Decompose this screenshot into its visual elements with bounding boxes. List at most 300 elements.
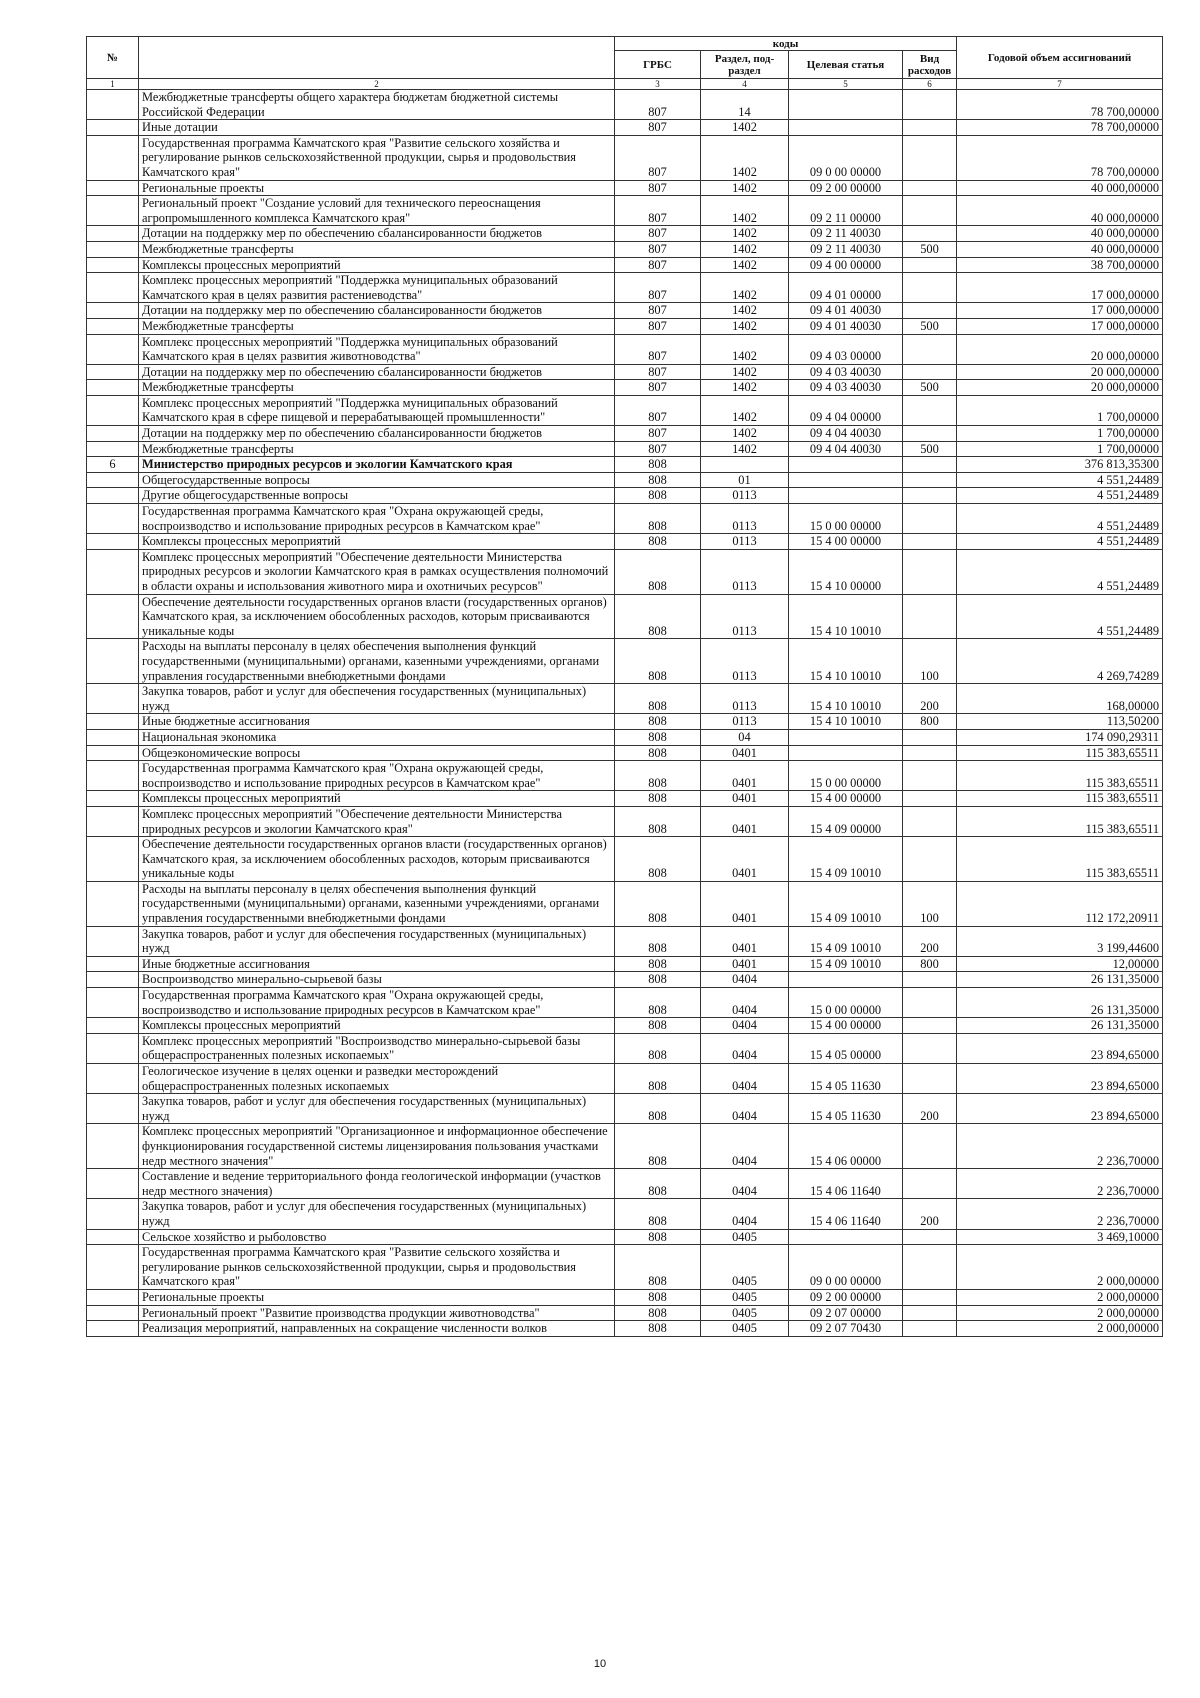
row-name: Другие общегосударственные вопросы xyxy=(139,488,615,504)
row-amount: 17 000,00000 xyxy=(957,318,1163,334)
row-number xyxy=(87,90,139,120)
table-row xyxy=(87,1094,1163,1124)
row-target: 15 4 05 11630 xyxy=(789,1094,903,1124)
row-amount: 1 700,00000 xyxy=(957,426,1163,442)
table-row xyxy=(87,441,1163,457)
row-target: 15 4 06 11640 xyxy=(789,1169,903,1199)
row-number xyxy=(87,380,139,396)
row-section: 1402 xyxy=(701,120,789,136)
row-grbs: 808 xyxy=(615,457,701,473)
row-target: 15 4 06 11640 xyxy=(789,1199,903,1229)
row-grbs: 808 xyxy=(615,926,701,956)
row-number xyxy=(87,534,139,550)
row-grbs: 808 xyxy=(615,639,701,684)
row-number xyxy=(87,791,139,807)
row-section: 01 xyxy=(701,472,789,488)
row-grbs: 808 xyxy=(615,1199,701,1229)
header-target: Целевая статья xyxy=(789,51,903,79)
row-name: Межбюджетные трансферты xyxy=(139,241,615,257)
row-number xyxy=(87,426,139,442)
row-name: Комплекс процессных мероприятий "Обеспечение деятельности Министерства природных ресурсов и экологии Камчатского края в рамках осуществления полномочий в области охраны и использования животного мира и охотничьих ресурсов" xyxy=(139,549,615,594)
row-grbs: 808 xyxy=(615,1321,701,1337)
row-amount: 2 000,00000 xyxy=(957,1305,1163,1321)
row-kind xyxy=(903,972,957,988)
row-number xyxy=(87,714,139,730)
row-grbs: 808 xyxy=(615,1169,701,1199)
row-grbs: 808 xyxy=(615,791,701,807)
row-target: 15 4 10 10010 xyxy=(789,714,903,730)
table-row xyxy=(87,426,1163,442)
row-amount: 2 000,00000 xyxy=(957,1321,1163,1337)
row-section: 1402 xyxy=(701,257,789,273)
row-grbs: 808 xyxy=(615,594,701,639)
row-amount: 40 000,00000 xyxy=(957,180,1163,196)
row-kind xyxy=(903,120,957,136)
row-kind: 800 xyxy=(903,714,957,730)
row-target: 15 0 00 00000 xyxy=(789,988,903,1018)
row-kind xyxy=(903,196,957,226)
row-name: Дотации на поддержку мер по обеспечению сбалансированности бюджетов xyxy=(139,226,615,242)
table-row xyxy=(87,761,1163,791)
row-name: Иные бюджетные ассигнования xyxy=(139,714,615,730)
row-number xyxy=(87,1321,139,1337)
row-kind xyxy=(903,534,957,550)
row-target: 15 4 10 10010 xyxy=(789,684,903,714)
row-number xyxy=(87,120,139,136)
row-grbs: 807 xyxy=(615,364,701,380)
row-target: 09 4 01 40030 xyxy=(789,318,903,334)
row-target: 09 4 00 00000 xyxy=(789,257,903,273)
row-section: 0113 xyxy=(701,488,789,504)
row-section: 1402 xyxy=(701,318,789,334)
column-number-row xyxy=(87,79,1163,90)
row-grbs: 808 xyxy=(615,1094,701,1124)
row-kind xyxy=(903,745,957,761)
row-amount: 3 199,44600 xyxy=(957,926,1163,956)
row-name: Региональный проект "Развитие производства продукции животноводства" xyxy=(139,1305,615,1321)
row-grbs: 808 xyxy=(615,837,701,882)
row-kind xyxy=(903,395,957,425)
row-kind xyxy=(903,457,957,473)
table-row xyxy=(87,791,1163,807)
table-row xyxy=(87,1033,1163,1063)
row-section: 0405 xyxy=(701,1289,789,1305)
row-grbs: 808 xyxy=(615,1033,701,1063)
row-target xyxy=(789,745,903,761)
row-section: 0404 xyxy=(701,1018,789,1034)
row-number xyxy=(87,745,139,761)
row-grbs: 808 xyxy=(615,1305,701,1321)
row-name: Межбюджетные трансферты общего характера бюджетам бюджетной системы Российской Федерации xyxy=(139,90,615,120)
row-section: 1402 xyxy=(701,303,789,319)
row-number xyxy=(87,488,139,504)
row-grbs: 808 xyxy=(615,881,701,926)
row-name: Региональные проекты xyxy=(139,180,615,196)
row-amount: 115 383,65511 xyxy=(957,745,1163,761)
row-amount: 4 551,24489 xyxy=(957,549,1163,594)
row-name: Региональный проект "Создание условий для технического переоснащения агропромышленного комплекса Камчатского края" xyxy=(139,196,615,226)
row-kind xyxy=(903,1229,957,1245)
row-number xyxy=(87,135,139,180)
table-row xyxy=(87,956,1163,972)
row-kind xyxy=(903,1305,957,1321)
row-section: 0113 xyxy=(701,639,789,684)
row-grbs: 807 xyxy=(615,318,701,334)
row-section: 0113 xyxy=(701,534,789,550)
row-target: 15 4 00 00000 xyxy=(789,791,903,807)
row-section: 0113 xyxy=(701,714,789,730)
row-kind xyxy=(903,488,957,504)
row-number xyxy=(87,837,139,882)
table-row xyxy=(87,380,1163,396)
row-kind xyxy=(903,1289,957,1305)
row-grbs: 808 xyxy=(615,729,701,745)
table-row xyxy=(87,303,1163,319)
row-amount: 113,50200 xyxy=(957,714,1163,730)
row-grbs: 808 xyxy=(615,972,701,988)
row-amount: 20 000,00000 xyxy=(957,364,1163,380)
row-section: 1402 xyxy=(701,395,789,425)
row-section: 0113 xyxy=(701,504,789,534)
row-amount: 4 551,24489 xyxy=(957,472,1163,488)
table-row xyxy=(87,273,1163,303)
row-target xyxy=(789,488,903,504)
row-number xyxy=(87,364,139,380)
row-name: Комплекс процессных мероприятий "Организационное и информационное обеспечение функционирования государственной системы лицензирования пользования участками недр местного значения" xyxy=(139,1124,615,1169)
row-kind xyxy=(903,226,957,242)
page-number: 10 xyxy=(593,1658,607,1670)
row-amount: 115 383,65511 xyxy=(957,761,1163,791)
table-row xyxy=(87,135,1163,180)
row-kind xyxy=(903,1169,957,1199)
table-row xyxy=(87,472,1163,488)
row-section: 1402 xyxy=(701,196,789,226)
table-row xyxy=(87,180,1163,196)
row-name: Государственная программа Камчатского края "Охрана окружающей среды, воспроизводство и использование природных ресурсов в Камчатском крае" xyxy=(139,504,615,534)
row-section: 0404 xyxy=(701,1124,789,1169)
row-target: 15 4 05 00000 xyxy=(789,1033,903,1063)
row-section: 0405 xyxy=(701,1321,789,1337)
row-target: 09 4 03 40030 xyxy=(789,380,903,396)
row-target: 15 0 00 00000 xyxy=(789,761,903,791)
row-amount: 1 700,00000 xyxy=(957,395,1163,425)
table-row xyxy=(87,196,1163,226)
row-section: 1402 xyxy=(701,426,789,442)
row-amount: 26 131,35000 xyxy=(957,988,1163,1018)
row-number xyxy=(87,441,139,457)
row-target: 15 4 09 10010 xyxy=(789,926,903,956)
row-section: 1402 xyxy=(701,226,789,242)
row-amount: 4 269,74289 xyxy=(957,639,1163,684)
row-target: 09 4 01 40030 xyxy=(789,303,903,319)
row-number xyxy=(87,988,139,1018)
row-name: Комплексы процессных мероприятий xyxy=(139,257,615,273)
row-kind xyxy=(903,761,957,791)
table-row xyxy=(87,988,1163,1018)
row-target: 15 4 09 00000 xyxy=(789,806,903,836)
row-grbs: 808 xyxy=(615,534,701,550)
row-target xyxy=(789,120,903,136)
row-number xyxy=(87,1289,139,1305)
row-amount: 17 000,00000 xyxy=(957,273,1163,303)
row-target xyxy=(789,1229,903,1245)
row-amount: 4 551,24489 xyxy=(957,594,1163,639)
row-amount: 2 000,00000 xyxy=(957,1245,1163,1290)
row-section: 1402 xyxy=(701,334,789,364)
row-number xyxy=(87,806,139,836)
row-target: 15 4 09 10010 xyxy=(789,837,903,882)
row-name: Общеэкономические вопросы xyxy=(139,745,615,761)
row-target: 15 4 10 10010 xyxy=(789,594,903,639)
row-name: Комплекс процессных мероприятий "Поддержка муниципальных образований Камчатского края в целях развития растениеводства" xyxy=(139,273,615,303)
header-no: № xyxy=(87,37,139,79)
row-amount: 78 700,00000 xyxy=(957,135,1163,180)
row-kind xyxy=(903,180,957,196)
header-name xyxy=(139,37,615,79)
row-kind xyxy=(903,791,957,807)
table-row xyxy=(87,318,1163,334)
row-name: Дотации на поддержку мер по обеспечению сбалансированности бюджетов xyxy=(139,426,615,442)
table-row xyxy=(87,1289,1163,1305)
row-name: Государственная программа Камчатского края "Охрана окружающей среды, воспроизводство и использование природных ресурсов в Камчатском крае" xyxy=(139,761,615,791)
row-amount: 112 172,20911 xyxy=(957,881,1163,926)
row-target: 15 4 00 00000 xyxy=(789,1018,903,1034)
row-section: 1402 xyxy=(701,241,789,257)
row-kind: 500 xyxy=(903,380,957,396)
row-kind xyxy=(903,426,957,442)
row-section: 1402 xyxy=(701,380,789,396)
row-number xyxy=(87,881,139,926)
row-name: Комплексы процессных мероприятий xyxy=(139,534,615,550)
row-target: 15 4 09 10010 xyxy=(789,956,903,972)
row-number xyxy=(87,257,139,273)
row-target: 09 4 04 40030 xyxy=(789,441,903,457)
row-number xyxy=(87,1169,139,1199)
row-grbs: 808 xyxy=(615,1289,701,1305)
row-number xyxy=(87,273,139,303)
row-kind: 200 xyxy=(903,926,957,956)
row-grbs: 808 xyxy=(615,714,701,730)
table-row xyxy=(87,881,1163,926)
row-target: 09 0 00 00000 xyxy=(789,135,903,180)
row-name: Закупка товаров, работ и услуг для обеспечения государственных (муниципальных) нужд xyxy=(139,1199,615,1229)
row-grbs: 807 xyxy=(615,273,701,303)
row-kind: 200 xyxy=(903,1199,957,1229)
column-number: 7 xyxy=(957,79,1163,90)
row-kind xyxy=(903,1064,957,1094)
table-row xyxy=(87,684,1163,714)
row-number xyxy=(87,395,139,425)
row-number xyxy=(87,1245,139,1290)
row-target: 15 4 10 10010 xyxy=(789,639,903,684)
table-row xyxy=(87,714,1163,730)
table-row xyxy=(87,1305,1163,1321)
row-kind xyxy=(903,364,957,380)
row-target: 09 4 01 00000 xyxy=(789,273,903,303)
row-grbs: 807 xyxy=(615,196,701,226)
row-number xyxy=(87,1094,139,1124)
row-grbs: 807 xyxy=(615,441,701,457)
row-amount: 78 700,00000 xyxy=(957,120,1163,136)
row-amount: 4 551,24489 xyxy=(957,534,1163,550)
row-target xyxy=(789,972,903,988)
row-grbs: 808 xyxy=(615,1064,701,1094)
row-target: 09 2 11 00000 xyxy=(789,196,903,226)
row-amount: 2 000,00000 xyxy=(957,1289,1163,1305)
row-section: 0404 xyxy=(701,1064,789,1094)
row-kind xyxy=(903,1018,957,1034)
row-target: 09 2 00 00000 xyxy=(789,180,903,196)
row-name: Составление и ведение территориального фонда геологической информации (участков недр местного значения) xyxy=(139,1169,615,1199)
row-kind xyxy=(903,504,957,534)
row-target: 09 2 07 00000 xyxy=(789,1305,903,1321)
table-row xyxy=(87,806,1163,836)
row-number xyxy=(87,684,139,714)
row-number xyxy=(87,196,139,226)
row-name: Государственная программа Камчатского края "Охрана окружающей среды, воспроизводство и использование природных ресурсов в Камчатском крае" xyxy=(139,988,615,1018)
row-name: Расходы на выплаты персоналу в целях обеспечения выполнения функций государственными (муниципальными) органами, казенными учреждениями, органами управления государственными внебюджетными фондами xyxy=(139,881,615,926)
table-row xyxy=(87,534,1163,550)
table-row xyxy=(87,1064,1163,1094)
row-name: Реализация мероприятий, направленных на сокращение численности волков xyxy=(139,1321,615,1337)
row-kind xyxy=(903,729,957,745)
table-row xyxy=(87,457,1163,473)
row-section: 0401 xyxy=(701,761,789,791)
row-kind xyxy=(903,135,957,180)
table-row xyxy=(87,364,1163,380)
row-amount: 26 131,35000 xyxy=(957,1018,1163,1034)
row-kind: 500 xyxy=(903,318,957,334)
row-amount: 174 090,29311 xyxy=(957,729,1163,745)
row-name: Дотации на поддержку мер по обеспечению сбалансированности бюджетов xyxy=(139,364,615,380)
row-grbs: 807 xyxy=(615,90,701,120)
column-number: 1 xyxy=(87,79,139,90)
row-grbs: 808 xyxy=(615,549,701,594)
row-name: Геологическое изучение в целях оценки и разведки месторождений общераспространенных полезных ископаемых xyxy=(139,1064,615,1094)
row-target: 15 4 05 11630 xyxy=(789,1064,903,1094)
row-grbs: 807 xyxy=(615,135,701,180)
row-grbs: 808 xyxy=(615,806,701,836)
row-grbs: 807 xyxy=(615,120,701,136)
row-amount: 38 700,00000 xyxy=(957,257,1163,273)
row-kind xyxy=(903,472,957,488)
row-number xyxy=(87,226,139,242)
row-amount: 2 236,70000 xyxy=(957,1199,1163,1229)
row-name: Общегосударственные вопросы xyxy=(139,472,615,488)
row-name: Иные дотации xyxy=(139,120,615,136)
row-number xyxy=(87,318,139,334)
row-number xyxy=(87,926,139,956)
column-number: 3 xyxy=(615,79,701,90)
row-section: 1402 xyxy=(701,441,789,457)
table-row xyxy=(87,1321,1163,1337)
row-amount: 376 813,35300 xyxy=(957,457,1163,473)
table-row xyxy=(87,1229,1163,1245)
row-amount: 115 383,65511 xyxy=(957,791,1163,807)
row-grbs: 807 xyxy=(615,257,701,273)
row-section: 1402 xyxy=(701,273,789,303)
row-name: Комплекс процессных мероприятий "Поддержка муниципальных образований Камчатского края в целях развития животноводства" xyxy=(139,334,615,364)
row-name: Межбюджетные трансферты xyxy=(139,441,615,457)
row-name: Закупка товаров, работ и услуг для обеспечения государственных (муниципальных) нужд xyxy=(139,684,615,714)
table-row xyxy=(87,90,1163,120)
row-kind xyxy=(903,90,957,120)
row-kind xyxy=(903,273,957,303)
table-header xyxy=(87,37,1163,90)
table-row xyxy=(87,745,1163,761)
row-name: Сельское хозяйство и рыболовство xyxy=(139,1229,615,1245)
row-target: 09 2 07 70430 xyxy=(789,1321,903,1337)
row-grbs: 807 xyxy=(615,226,701,242)
table-row xyxy=(87,972,1163,988)
row-amount: 2 236,70000 xyxy=(957,1169,1163,1199)
row-number xyxy=(87,334,139,364)
row-grbs: 808 xyxy=(615,472,701,488)
row-kind xyxy=(903,806,957,836)
header-annual: Годовой объем ассигнований xyxy=(957,37,1163,79)
row-grbs: 808 xyxy=(615,761,701,791)
row-kind xyxy=(903,1321,957,1337)
row-kind xyxy=(903,1033,957,1063)
row-amount: 20 000,00000 xyxy=(957,334,1163,364)
row-amount: 40 000,00000 xyxy=(957,196,1163,226)
row-target: 09 2 11 40030 xyxy=(789,241,903,257)
row-target: 15 4 10 00000 xyxy=(789,549,903,594)
row-number xyxy=(87,1018,139,1034)
row-kind xyxy=(903,257,957,273)
row-section: 0401 xyxy=(701,837,789,882)
table-row xyxy=(87,395,1163,425)
row-name: Министерство природных ресурсов и экологии Камчатского края xyxy=(139,457,615,473)
row-number xyxy=(87,549,139,594)
row-grbs: 807 xyxy=(615,395,701,425)
row-kind xyxy=(903,1124,957,1169)
row-target: 09 2 11 40030 xyxy=(789,226,903,242)
row-name: Комплекс процессных мероприятий "Поддержка муниципальных образований Камчатского края в сфере пищевой и перерабатывающей промышленности" xyxy=(139,395,615,425)
row-section: 0401 xyxy=(701,791,789,807)
row-amount: 20 000,00000 xyxy=(957,380,1163,396)
row-section: 0405 xyxy=(701,1305,789,1321)
row-grbs: 808 xyxy=(615,956,701,972)
row-section: 14 xyxy=(701,90,789,120)
row-section: 0404 xyxy=(701,1094,789,1124)
row-number xyxy=(87,1064,139,1094)
row-grbs: 808 xyxy=(615,1018,701,1034)
table-row xyxy=(87,1018,1163,1034)
row-kind: 500 xyxy=(903,441,957,457)
table-body xyxy=(87,90,1163,1337)
table-row xyxy=(87,504,1163,534)
column-number: 4 xyxy=(701,79,789,90)
row-number xyxy=(87,1305,139,1321)
row-amount: 115 383,65511 xyxy=(957,806,1163,836)
row-amount: 23 894,65000 xyxy=(957,1064,1163,1094)
row-target xyxy=(789,90,903,120)
row-name: Комплекс процессных мероприятий "Обеспечение деятельности Министерства природных ресурсов и экологии Камчатского края" xyxy=(139,806,615,836)
row-name: Государственная программа Камчатского края "Развитие сельского хозяйства и регулирование рынков сельскохозяйственной продукции, сырья и продовольствия Камчатского края" xyxy=(139,135,615,180)
row-section: 0401 xyxy=(701,881,789,926)
row-name: Закупка товаров, работ и услуг для обеспечения государственных (муниципальных) нужд xyxy=(139,926,615,956)
table-row xyxy=(87,594,1163,639)
row-amount: 78 700,00000 xyxy=(957,90,1163,120)
row-section: 04 xyxy=(701,729,789,745)
row-kind xyxy=(903,837,957,882)
row-grbs: 808 xyxy=(615,488,701,504)
row-name: Иные бюджетные ассигнования xyxy=(139,956,615,972)
row-amount: 40 000,00000 xyxy=(957,226,1163,242)
row-grbs: 808 xyxy=(615,504,701,534)
row-name: Комплекс процессных мероприятий "Воспроизводство минерально-сырьевой базы общераспространенных полезных ископаемых" xyxy=(139,1033,615,1063)
